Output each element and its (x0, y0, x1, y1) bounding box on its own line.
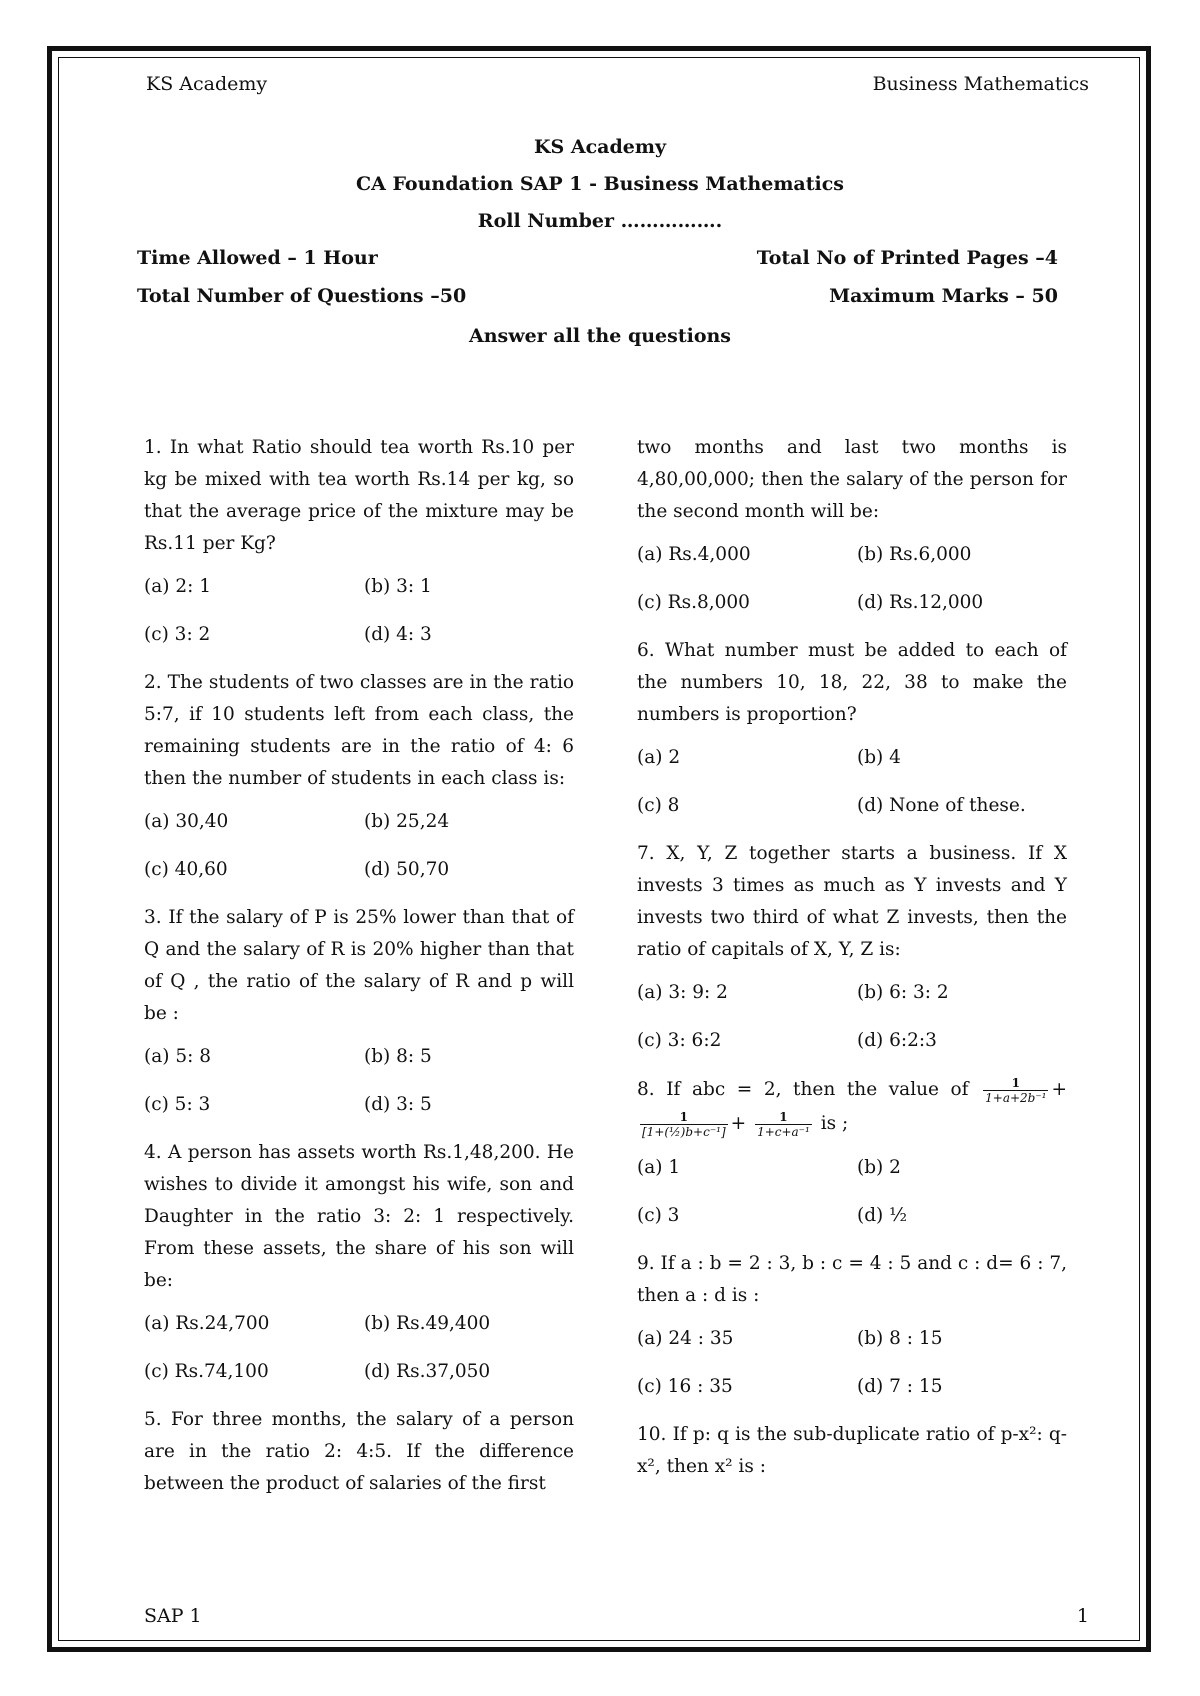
option-b: (b) 4 (857, 747, 901, 768)
option-c: (c) 40,60 (144, 859, 228, 880)
page-number: 1 (1076, 1605, 1089, 1627)
option-c: (c) 8 (637, 795, 680, 816)
option-c: (c) 16 : 35 (637, 1376, 733, 1397)
question-text: 2. The students of two classes are in the ratio 5:7, if 10 students left from each class, the remaining students are in the ratio of 4: 6 then the number of students in each class is: (144, 672, 574, 789)
option-c: (c) Rs.74,100 (144, 1361, 269, 1382)
question-text: 6. What number must be added to each of the numbers 10, 18, 22, 38 to make the numbers is proportion? (637, 640, 1067, 725)
right-column (637, 432, 1067, 1494)
options (637, 1152, 1067, 1232)
plus-sign: + (730, 1113, 747, 1134)
question-2 (144, 667, 574, 886)
fraction-1 (983, 1076, 1048, 1105)
question-10 (637, 1419, 1067, 1483)
option-a: (a) 1 (637, 1157, 681, 1178)
question-text: 10. If p: q is the sub-duplicate ratio of p-x²: q-x², then x² is : (637, 1424, 1067, 1477)
option-a: (a) Rs.24,700 (144, 1313, 270, 1334)
option-c: (c) 3 (637, 1205, 680, 1226)
option-b: (b) Rs.49,400 (364, 1313, 491, 1334)
header-right: Business Mathematics (872, 73, 1089, 95)
question-5-start (144, 1404, 574, 1500)
fraction-3-numerator: 1 (779, 1109, 788, 1124)
printed-pages: Total No of Printed Pages –4 (756, 247, 1058, 269)
option-d: (d) 6:2:3 (857, 1030, 937, 1051)
question-text: 9. If a : b = 2 : 3, b : c = 4 : 5 and c : d= 6 : 7, then a : d is : (637, 1253, 1067, 1306)
fraction-3 (755, 1110, 812, 1139)
option-d: (d) 50,70 (364, 859, 450, 880)
question-7 (637, 838, 1067, 1057)
option-a: (a) 2 (637, 747, 681, 768)
question-6 (637, 635, 1067, 822)
options (637, 539, 1067, 619)
option-b: (b) 25,24 (364, 811, 450, 832)
options (144, 806, 574, 886)
question-8-tail: is ; (820, 1113, 849, 1134)
option-b: (b) Rs.6,000 (857, 544, 972, 565)
fraction-3-denominator: 1+c+a⁻¹ (757, 1124, 810, 1139)
options (144, 1041, 574, 1121)
plus-sign: + (1051, 1079, 1067, 1100)
time-allowed: Time Allowed – 1 Hour (137, 247, 378, 269)
option-c: (c) 5: 3 (144, 1094, 211, 1115)
fraction-1-numerator: 1 (1011, 1075, 1020, 1090)
options (637, 1323, 1067, 1403)
option-b: (b) 2 (857, 1157, 901, 1178)
option-a: (a) 30,40 (144, 811, 229, 832)
option-d: (d) Rs.37,050 (364, 1361, 491, 1382)
option-d: (d) None of these. (857, 795, 1026, 816)
question-3 (144, 902, 574, 1121)
fraction-2-denominator: [1+(½)b+c⁻¹] (642, 1124, 726, 1139)
question-text: 3. If the salary of P is 25% lower than that of Q and the salary of R is 20% higher than that of Q , the ratio of the salary of R and p will be : (144, 907, 574, 1024)
options (144, 1308, 574, 1388)
question-text: 1. In what Ratio should tea worth Rs.10 per kg be mixed with tea worth Rs.14 per kg, so that the average price of the mixture may be Rs.11 per Kg? (144, 437, 574, 554)
option-d: (d) ½ (857, 1205, 908, 1226)
option-b: (b) 8 : 15 (857, 1328, 943, 1349)
option-b: (b) 6: 3: 2 (857, 982, 949, 1003)
question-5-continued (637, 432, 1067, 619)
options (144, 571, 574, 651)
options (637, 977, 1067, 1057)
question-8-lead: 8. If abc = 2, then the value of (637, 1079, 969, 1100)
option-d: (d) 4: 3 (364, 624, 432, 645)
left-column (144, 432, 574, 1511)
option-b: (b) 3: 1 (364, 576, 432, 597)
title-exam: CA Foundation SAP 1 - Business Mathematics (355, 173, 845, 195)
roll-number: Roll Number ……………. (477, 210, 723, 232)
question-4 (144, 1137, 574, 1388)
question-9 (637, 1248, 1067, 1403)
option-c: (c) Rs.8,000 (637, 592, 750, 613)
question-1 (144, 432, 574, 651)
fraction-2 (640, 1110, 728, 1139)
option-b: (b) 8: 5 (364, 1046, 432, 1067)
option-c: (c) 3: 6:2 (637, 1030, 722, 1051)
options (637, 742, 1067, 822)
question-text (637, 1073, 1067, 1141)
total-questions: Total Number of Questions –50 (137, 285, 467, 307)
option-a: (a) 3: 9: 2 (637, 982, 728, 1003)
option-d: (d) 7 : 15 (857, 1376, 943, 1397)
maximum-marks: Maximum Marks – 50 (829, 285, 1058, 307)
option-a: (a) Rs.4,000 (637, 544, 751, 565)
question-8 (637, 1073, 1067, 1232)
question-text-continued: two months and last two months is 4,80,00,000; then the salary of the person for the second month will be: (637, 437, 1067, 522)
option-a: (a) 5: 8 (144, 1046, 211, 1067)
header-left: KS Academy (146, 73, 268, 95)
fraction-1-denominator: 1+a+2b⁻¹ (985, 1090, 1047, 1105)
fraction-2-numerator: 1 (679, 1109, 688, 1124)
question-text: 5. For three months, the salary of a person are in the ratio 2: 4:5. If the difference between the product of salaries of the first (144, 1409, 574, 1494)
question-text: 4. A person has assets worth Rs.1,48,200. He wishes to divide it amongst his wife, son and Daughter in the ratio 3: 2: 1 respectively. From these assets, the share of his son will be: (144, 1142, 574, 1291)
option-d: (d) 3: 5 (364, 1094, 432, 1115)
footer-left: SAP 1 (144, 1605, 202, 1627)
option-a: (a) 24 : 35 (637, 1328, 734, 1349)
instruction: Answer all the questions (468, 325, 732, 347)
option-a: (a) 2: 1 (144, 576, 211, 597)
title-academy: KS Academy (534, 136, 666, 158)
option-d: (d) Rs.12,000 (857, 592, 984, 613)
question-text: 7. X, Y, Z together starts a business. If X invests 3 times as much as Y invests and Y invests two third of what Z invests, then the ratio of capitals of X, Y, Z is: (637, 843, 1067, 960)
option-c: (c) 3: 2 (144, 624, 211, 645)
